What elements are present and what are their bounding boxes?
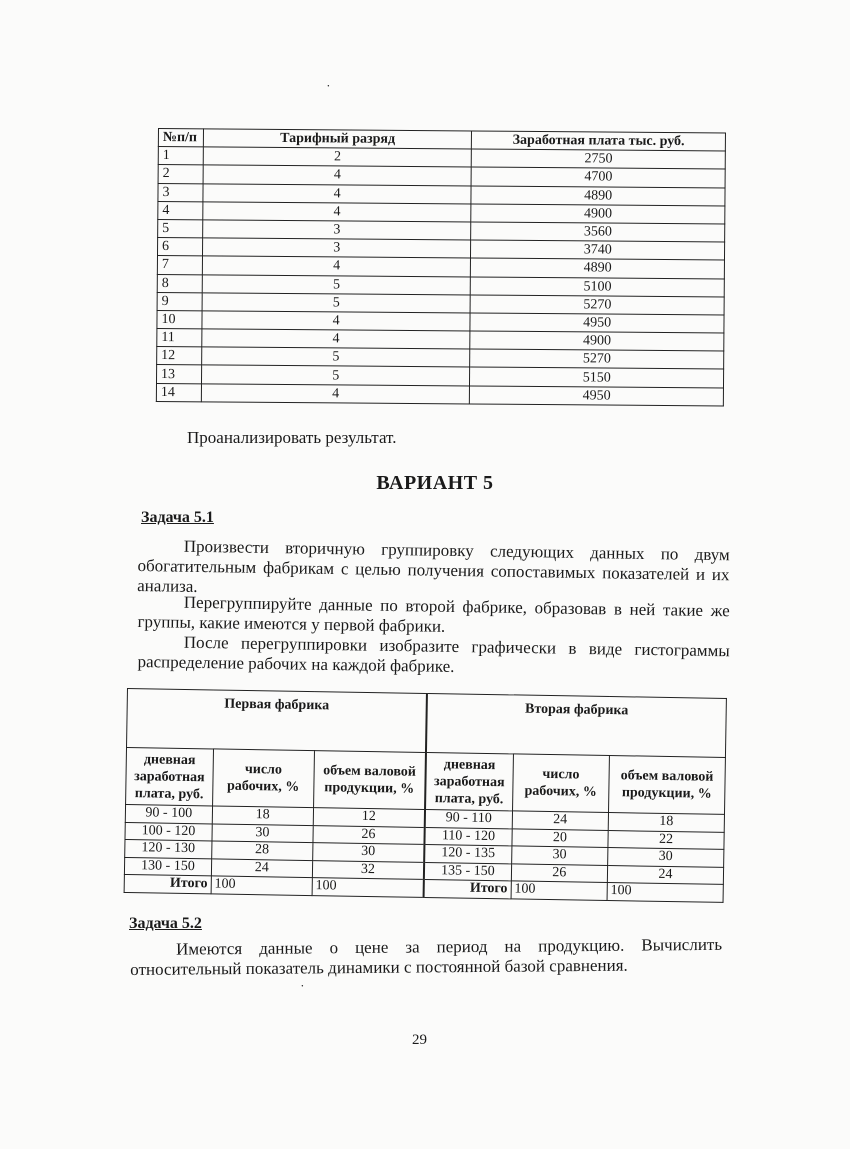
factory-comparison-table bbox=[124, 688, 727, 902]
factory-1-output-percent-cell: 12 bbox=[313, 808, 425, 827]
salary-cell: 5150 bbox=[470, 367, 724, 387]
task-5-1-paragraph-3: После перегруппировки изобразите графически в виде гистограммы распределение рабочих на каждой фабрике. bbox=[137, 632, 730, 676]
salary-cell: 5100 bbox=[471, 276, 725, 296]
salary-cell: 4900 bbox=[470, 331, 724, 351]
row-number-cell: 10 bbox=[157, 310, 202, 329]
factory-table-body bbox=[124, 804, 724, 884]
row-number-cell: 7 bbox=[157, 256, 202, 275]
total-workers-2: 100 bbox=[511, 881, 607, 900]
col-header-output-2: объем валовой продукции, % bbox=[608, 756, 725, 815]
col-header-tariff: Тарифный разряд bbox=[203, 129, 472, 149]
factory-1-workers-percent-cell: 30 bbox=[212, 823, 313, 842]
variant-title: ВАРИАНТ 5 bbox=[376, 472, 494, 494]
salary-cell: 3740 bbox=[471, 240, 725, 260]
tariff-grade-cell: 3 bbox=[202, 238, 471, 258]
scan-speck: ˙ bbox=[326, 83, 331, 98]
factory-1-workers-percent-cell: 24 bbox=[211, 858, 312, 877]
analyze-instruction: Проанализировать результат. bbox=[187, 428, 397, 447]
factory-2-output-percent-cell: 24 bbox=[607, 865, 723, 884]
task-5-1-paragraph-2: Перегруппируйте данные по второй фабрике, образовав в ней такие же группы, какие имеются у первой фабрики. bbox=[137, 592, 730, 636]
salary-cell: 3560 bbox=[471, 222, 725, 242]
factory-2-wage-range-cell: 135 - 150 bbox=[424, 862, 512, 881]
factory-1-wage-range-cell: 130 - 150 bbox=[124, 857, 211, 876]
factory-2-wage-range-cell: 120 - 135 bbox=[424, 844, 512, 863]
salary-cell: 4950 bbox=[470, 386, 724, 406]
col-header-wage-1: дневная заработная плата, руб. bbox=[126, 748, 214, 806]
task-5-1-paragraph-1: Произвести вторичную группировку следующих данных по двум обогатительным фабрикам с целью получения сопоставимых показателей и их анализа. bbox=[137, 536, 730, 596]
page-number: 29 bbox=[412, 1032, 427, 1048]
task-5-1-title: Задача 5.1 bbox=[141, 509, 214, 526]
factory-2-header: Вторая фабрика bbox=[426, 693, 726, 757]
tariff-grade-cell: 4 bbox=[201, 383, 470, 403]
salary-cell: 4890 bbox=[471, 258, 725, 278]
task-5-2-paragraph: Имеются данные о цене за период на продукцию. Вычислить относительный показатель динамики с постоянной базой сравнения. bbox=[130, 934, 723, 979]
factory-1-output-percent-cell: 30 bbox=[312, 843, 424, 862]
row-number-cell: 5 bbox=[158, 219, 203, 238]
table-body bbox=[156, 147, 725, 406]
tariff-grade-cell: 3 bbox=[203, 220, 472, 240]
col-header-output-1: объем валовой продукции, % bbox=[313, 751, 426, 810]
factory-2-wage-range-cell: 90 - 110 bbox=[425, 809, 513, 828]
factory-1-wage-range-cell: 120 - 130 bbox=[125, 839, 212, 858]
scan-speck: ˙ bbox=[300, 983, 305, 998]
tariff-grade-cell: 4 bbox=[203, 165, 472, 185]
salary-cell: 5270 bbox=[470, 349, 724, 369]
tariff-grade-cell: 5 bbox=[202, 293, 471, 313]
row-number-cell: 13 bbox=[156, 365, 201, 384]
tariff-grade-cell: 4 bbox=[202, 329, 471, 349]
row-number-cell: 8 bbox=[157, 274, 202, 293]
col-header-wage-2: дневная заработная плата, руб. bbox=[425, 752, 513, 810]
salary-cell: 4890 bbox=[471, 186, 725, 206]
row-number-cell: 2 bbox=[158, 165, 203, 184]
row-number-cell: 3 bbox=[158, 183, 203, 202]
row-number-cell: 11 bbox=[157, 329, 202, 348]
salary-cell: 4700 bbox=[472, 167, 726, 187]
salary-cell: 4950 bbox=[470, 313, 724, 333]
tariff-grade-cell: 2 bbox=[203, 147, 472, 167]
factory-2-workers-percent-cell: 20 bbox=[512, 828, 608, 847]
tariff-salary-table bbox=[156, 128, 726, 406]
col-header-number: №п/п bbox=[158, 129, 203, 148]
factory-2-wage-range-cell: 110 - 120 bbox=[424, 827, 512, 846]
salary-cell: 2750 bbox=[472, 149, 726, 169]
factory-1-workers-percent-cell: 18 bbox=[212, 806, 313, 825]
factory-1-output-percent-cell: 32 bbox=[312, 860, 424, 879]
factory-2-output-percent-cell: 22 bbox=[608, 830, 724, 849]
total-output-2: 100 bbox=[607, 882, 723, 901]
factory-2-output-percent-cell: 18 bbox=[608, 812, 724, 831]
row-number-cell: 6 bbox=[157, 238, 202, 257]
factory-1-workers-percent-cell: 28 bbox=[211, 841, 312, 860]
table-row bbox=[156, 383, 723, 406]
column-header-row bbox=[126, 748, 726, 815]
total-output-1: 100 bbox=[312, 878, 424, 897]
factory-2-workers-percent-cell: 24 bbox=[512, 811, 608, 830]
tariff-grade-cell: 4 bbox=[202, 256, 471, 276]
total-label-2: Итого bbox=[424, 879, 512, 898]
tariff-grade-cell: 5 bbox=[202, 274, 471, 294]
col-header-salary: Заработная плата тыс. руб. bbox=[472, 131, 726, 151]
factory-1-output-percent-cell: 26 bbox=[313, 825, 425, 844]
factory-2-output-percent-cell: 30 bbox=[608, 847, 724, 866]
task-5-2-title: Задача 5.2 bbox=[129, 915, 202, 932]
col-header-workers-2: число рабочих, % bbox=[512, 754, 609, 813]
salary-cell: 5270 bbox=[471, 295, 725, 315]
tariff-grade-cell: 5 bbox=[201, 365, 470, 385]
factory-2-workers-percent-cell: 30 bbox=[511, 846, 607, 865]
tariff-grade-cell: 5 bbox=[202, 347, 471, 367]
factory-1-wage-range-cell: 90 - 100 bbox=[125, 804, 212, 823]
tariff-grade-cell: 4 bbox=[202, 311, 471, 331]
row-number-cell: 1 bbox=[158, 147, 203, 166]
total-label-1: Итого bbox=[124, 874, 211, 893]
factory-1-header: Первая фабрика bbox=[127, 689, 427, 753]
col-header-workers-1: число рабочих, % bbox=[212, 749, 314, 808]
factory-2-workers-percent-cell: 26 bbox=[511, 863, 607, 882]
tariff-grade-cell: 4 bbox=[203, 202, 472, 222]
factory-header-row bbox=[127, 689, 727, 758]
row-number-cell: 14 bbox=[156, 383, 201, 402]
total-workers-1: 100 bbox=[211, 876, 312, 895]
row-number-cell: 4 bbox=[158, 201, 203, 220]
factory-1-wage-range-cell: 100 - 120 bbox=[125, 822, 212, 841]
tariff-grade-cell: 4 bbox=[203, 183, 472, 203]
salary-cell: 4900 bbox=[471, 204, 725, 224]
row-number-cell: 12 bbox=[157, 347, 202, 366]
row-number-cell: 9 bbox=[157, 292, 202, 311]
